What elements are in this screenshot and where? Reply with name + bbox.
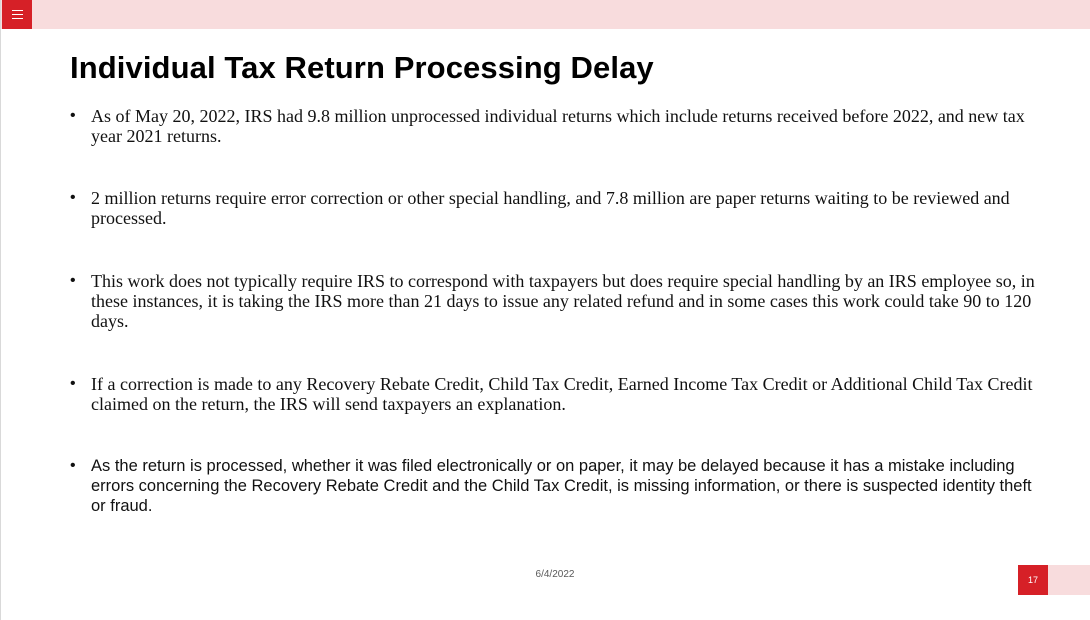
hamburger-menu-icon <box>12 10 23 19</box>
bullet-item: • As the return is processed, whether it was filed electronically or on paper, it may be delayed because it has a mistake including errors concerning the Recovery Rebate Credit and the Child Tax Credit, is missing information, or there is suspected identity theft or fraud. <box>70 456 1045 516</box>
slide-title: Individual Tax Return Processing Delay <box>70 50 654 85</box>
footer-date: 6/4/2022 <box>535 569 575 580</box>
bullet-item: • As of May 20, 2022, IRS had 9.8 million unprocessed individual returns which include returns received before 2022, and new tax year 2021 returns. <box>70 106 1045 146</box>
bullet-item: • This work does not typically require IRS to correspond with taxpayers but does require special handling by an IRS employee so, in these instances, it is taking the IRS more than 21 days to issue any related refund and in some cases this work could take 90 to 120 days. <box>70 271 1045 331</box>
page-number: 17 <box>1018 565 1048 595</box>
bullet-item: • 2 million returns require error correction or other special handling, and 7.8 million are paper returns waiting to be reviewed and processed. <box>70 188 1045 228</box>
menu-button[interactable] <box>2 0 32 29</box>
bullet-list <box>70 106 1045 516</box>
top-band <box>1 0 1090 29</box>
page-band <box>1048 565 1090 595</box>
bullet-item: • If a correction is made to any Recovery Rebate Credit, Child Tax Credit, Earned Income Tax Credit or Additional Child Tax Credit claimed on the return, the IRS will send taxpayers an explanation. <box>70 374 1045 414</box>
